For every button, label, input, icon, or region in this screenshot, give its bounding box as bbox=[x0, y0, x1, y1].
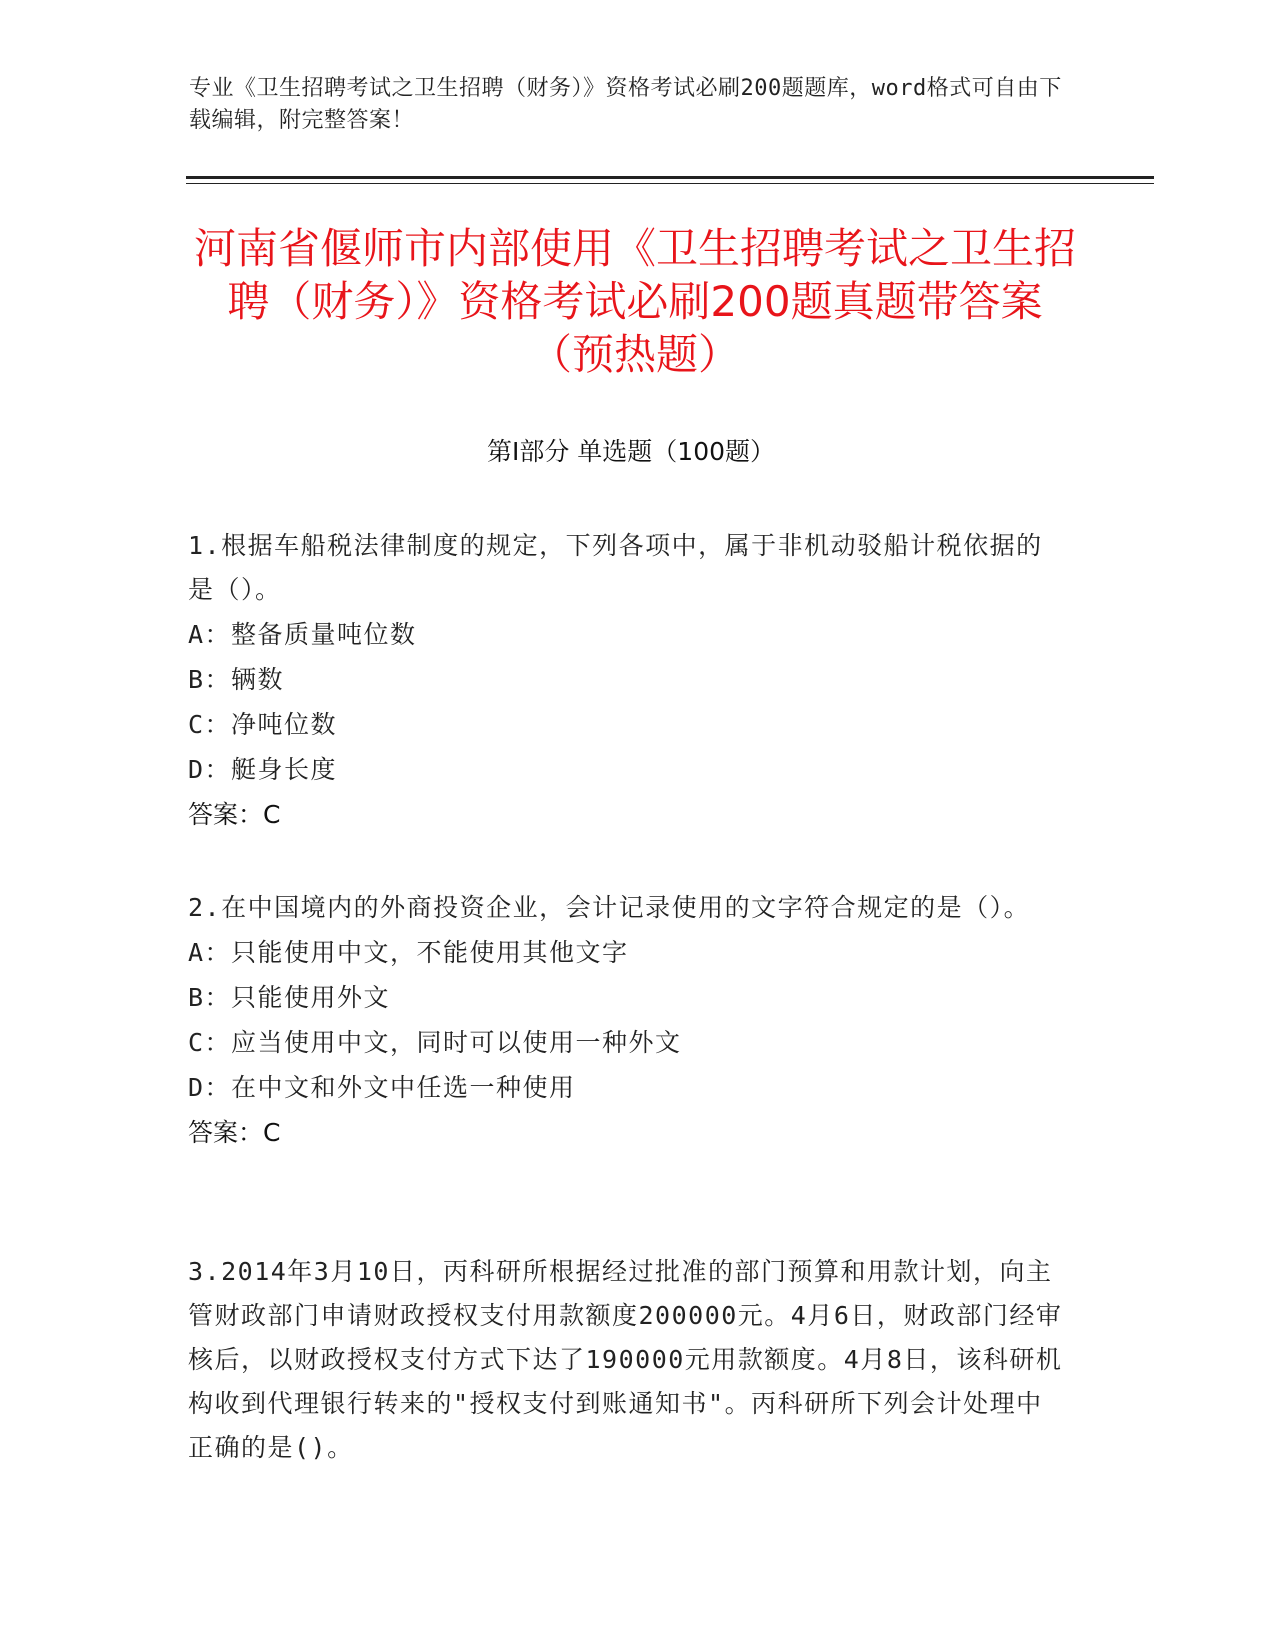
option-a: A：只能使用中文，不能使用其他文字 bbox=[188, 938, 629, 967]
header-note: 专业《卫生招聘考试之卫生招聘（财务）》资格考试必刷200题题库，word格式可自由下载编辑，附完整答案！ bbox=[189, 76, 1062, 133]
question-stem: 2.在中国境内的外商投资企业，会计记录使用的文字符合规定的是（）。 bbox=[188, 893, 1031, 922]
section-title: 第Ⅰ部分 单选题（100题） bbox=[486, 437, 776, 466]
option-b: B：辆数 bbox=[188, 665, 285, 694]
question-2 bbox=[188, 886, 1068, 1155]
question-1 bbox=[188, 524, 1068, 837]
answer: 答案：C bbox=[188, 800, 281, 829]
question-stem: 3.2014年3月10日，丙科研所根据经过批准的部门预算和用款计划，向主管财政部门申请财政授权支付用款额度200000元。4月6日，财政部门经审核后，以财政授权支付方式下达了190000元用款额度。4月8日，该科研机构收到代理银行转来的"授权支付到账通知书"。丙科研所下列会计处理中正确的是()。 bbox=[188, 1257, 1063, 1462]
option-c: C：净吨位数 bbox=[188, 710, 338, 739]
header-divider-thin bbox=[186, 183, 1154, 184]
question-stem: 1.根据车船税法律制度的规定，下列各项中，属于非机动驳船计税依据的是（）。 bbox=[188, 531, 1043, 604]
document-title: 河南省偃师市内部使用《卫生招聘考试之卫生招聘（财务）》资格考试必刷200题真题带答案（预热题） bbox=[193, 224, 1076, 379]
option-a: A：整备质量吨位数 bbox=[188, 620, 417, 649]
question-3 bbox=[188, 1250, 1068, 1470]
answer: 答案：C bbox=[188, 1118, 281, 1147]
header-divider-thick bbox=[186, 176, 1154, 179]
option-d: D：艇身长度 bbox=[188, 755, 338, 784]
option-b: B：只能使用外文 bbox=[188, 983, 391, 1012]
option-c: C：应当使用中文，同时可以使用一种外文 bbox=[188, 1028, 682, 1057]
option-d: D：在中文和外文中任选一种使用 bbox=[188, 1073, 576, 1102]
